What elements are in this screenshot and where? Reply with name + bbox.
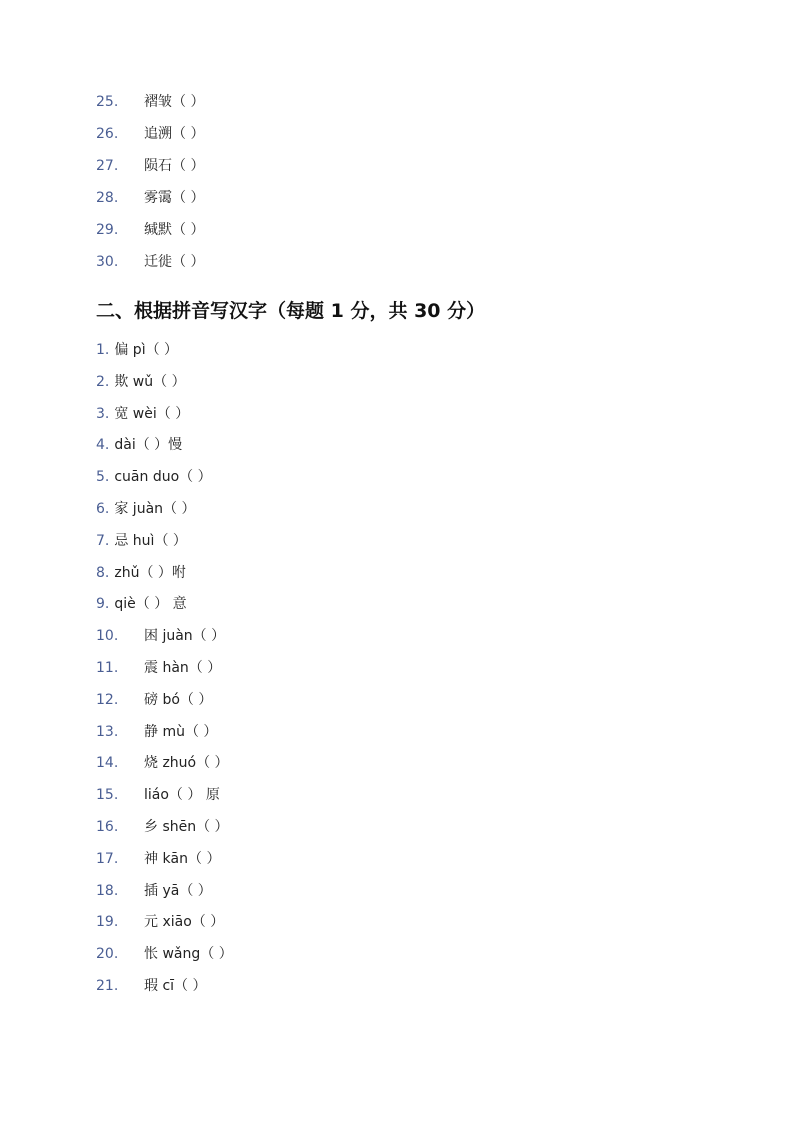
item-number: 6.: [96, 500, 110, 517]
list-item: [96, 721, 233, 753]
section-heading: 二、根据拼音写汉字（每题 1 分，共 30 分）: [96, 300, 486, 322]
item-number: 10.: [96, 628, 119, 645]
list-item: [96, 403, 233, 435]
item-text: 插 yā（ ）: [144, 882, 212, 899]
list-item: [96, 911, 233, 943]
list-item: [96, 91, 204, 123]
item-text: 烧 zhuó（ ）: [144, 755, 229, 772]
item-text: 迁徙（ ）: [144, 254, 205, 270]
item-number: 30.: [96, 254, 119, 270]
item-number: 8.: [96, 564, 110, 581]
list-item: [96, 123, 204, 155]
item-text: qiè（ ） 意: [114, 596, 187, 613]
list-item: [96, 689, 233, 721]
item-text: 震 hàn（ ）: [144, 659, 222, 676]
item-number: 18.: [96, 882, 119, 899]
item-text: 家 juàn（ ）: [114, 500, 196, 517]
item-text: 雾霭（ ）: [144, 190, 205, 206]
item-number: 27.: [96, 158, 119, 174]
list-item: [96, 155, 204, 187]
item-text: 追溯（ ）: [144, 126, 205, 142]
item-text: zhǔ（ ）咐: [114, 564, 186, 581]
item-number: 9.: [96, 596, 110, 613]
item-text: 静 mù（ ）: [144, 723, 218, 740]
item-text: 褶皱（ ）: [144, 94, 205, 110]
item-number: 1.: [96, 342, 110, 358]
item-text: 神 kān（ ）: [144, 850, 221, 867]
list-item: [96, 371, 233, 403]
list-item: [96, 530, 233, 562]
list-item: [96, 657, 233, 689]
list-item: [96, 625, 233, 657]
list-item: [96, 593, 233, 625]
item-text: 宽 wèi（ ）: [114, 405, 190, 422]
item-number: 15.: [96, 787, 119, 804]
item-text: 忌 huì（ ）: [114, 532, 187, 549]
list-item: [96, 251, 204, 283]
list-item: [96, 466, 233, 498]
list-item: [96, 187, 204, 219]
item-number: 5.: [96, 469, 110, 486]
item-number: 19.: [96, 914, 119, 931]
word-list-section-1: [96, 91, 204, 283]
item-number: 12.: [96, 691, 119, 708]
item-number: 17.: [96, 850, 119, 867]
item-number: 13.: [96, 723, 119, 740]
item-text: 元 xiāo（ ）: [144, 914, 225, 931]
item-number: 11.: [96, 659, 119, 676]
item-number: 29.: [96, 222, 119, 238]
list-item: [96, 434, 233, 466]
item-text: cuān duo（ ）: [114, 469, 212, 486]
list-item: [96, 339, 233, 371]
item-text: 乡 shēn（ ）: [144, 818, 229, 835]
item-text: 怅 wǎng（ ）: [144, 946, 233, 963]
item-number: 26.: [96, 126, 119, 142]
word-list-section-2: [96, 339, 233, 1007]
list-item: [96, 784, 233, 816]
list-item: [96, 943, 233, 975]
item-text: dài（ ）慢: [114, 437, 183, 454]
item-number: 21.: [96, 977, 119, 994]
item-text: 偏 pì（ ）: [114, 342, 179, 358]
item-number: 25.: [96, 94, 119, 110]
list-item: [96, 752, 233, 784]
list-item: [96, 848, 233, 880]
item-number: 2.: [96, 373, 110, 390]
list-item: [96, 880, 233, 912]
item-text: 欺 wǔ（ ）: [114, 373, 186, 390]
item-number: 16.: [96, 818, 119, 835]
item-number: 20.: [96, 946, 119, 963]
item-text: 缄默（ ）: [144, 222, 205, 238]
item-number: 14.: [96, 755, 119, 772]
item-number: 3.: [96, 405, 110, 422]
list-item: [96, 498, 233, 530]
list-item: [96, 975, 233, 1007]
item-text: liáo（ ） 原: [144, 787, 220, 804]
item-text: 磅 bó（ ）: [144, 691, 213, 708]
item-text: 陨石（ ）: [144, 158, 205, 174]
list-item: [96, 562, 233, 594]
item-number: 4.: [96, 437, 110, 454]
item-text: 困 juàn（ ）: [144, 628, 226, 645]
list-item: [96, 816, 233, 848]
item-number: 7.: [96, 532, 110, 549]
item-text: 瑕 cī（ ）: [144, 977, 207, 994]
list-item: [96, 219, 204, 251]
item-number: 28.: [96, 190, 119, 206]
